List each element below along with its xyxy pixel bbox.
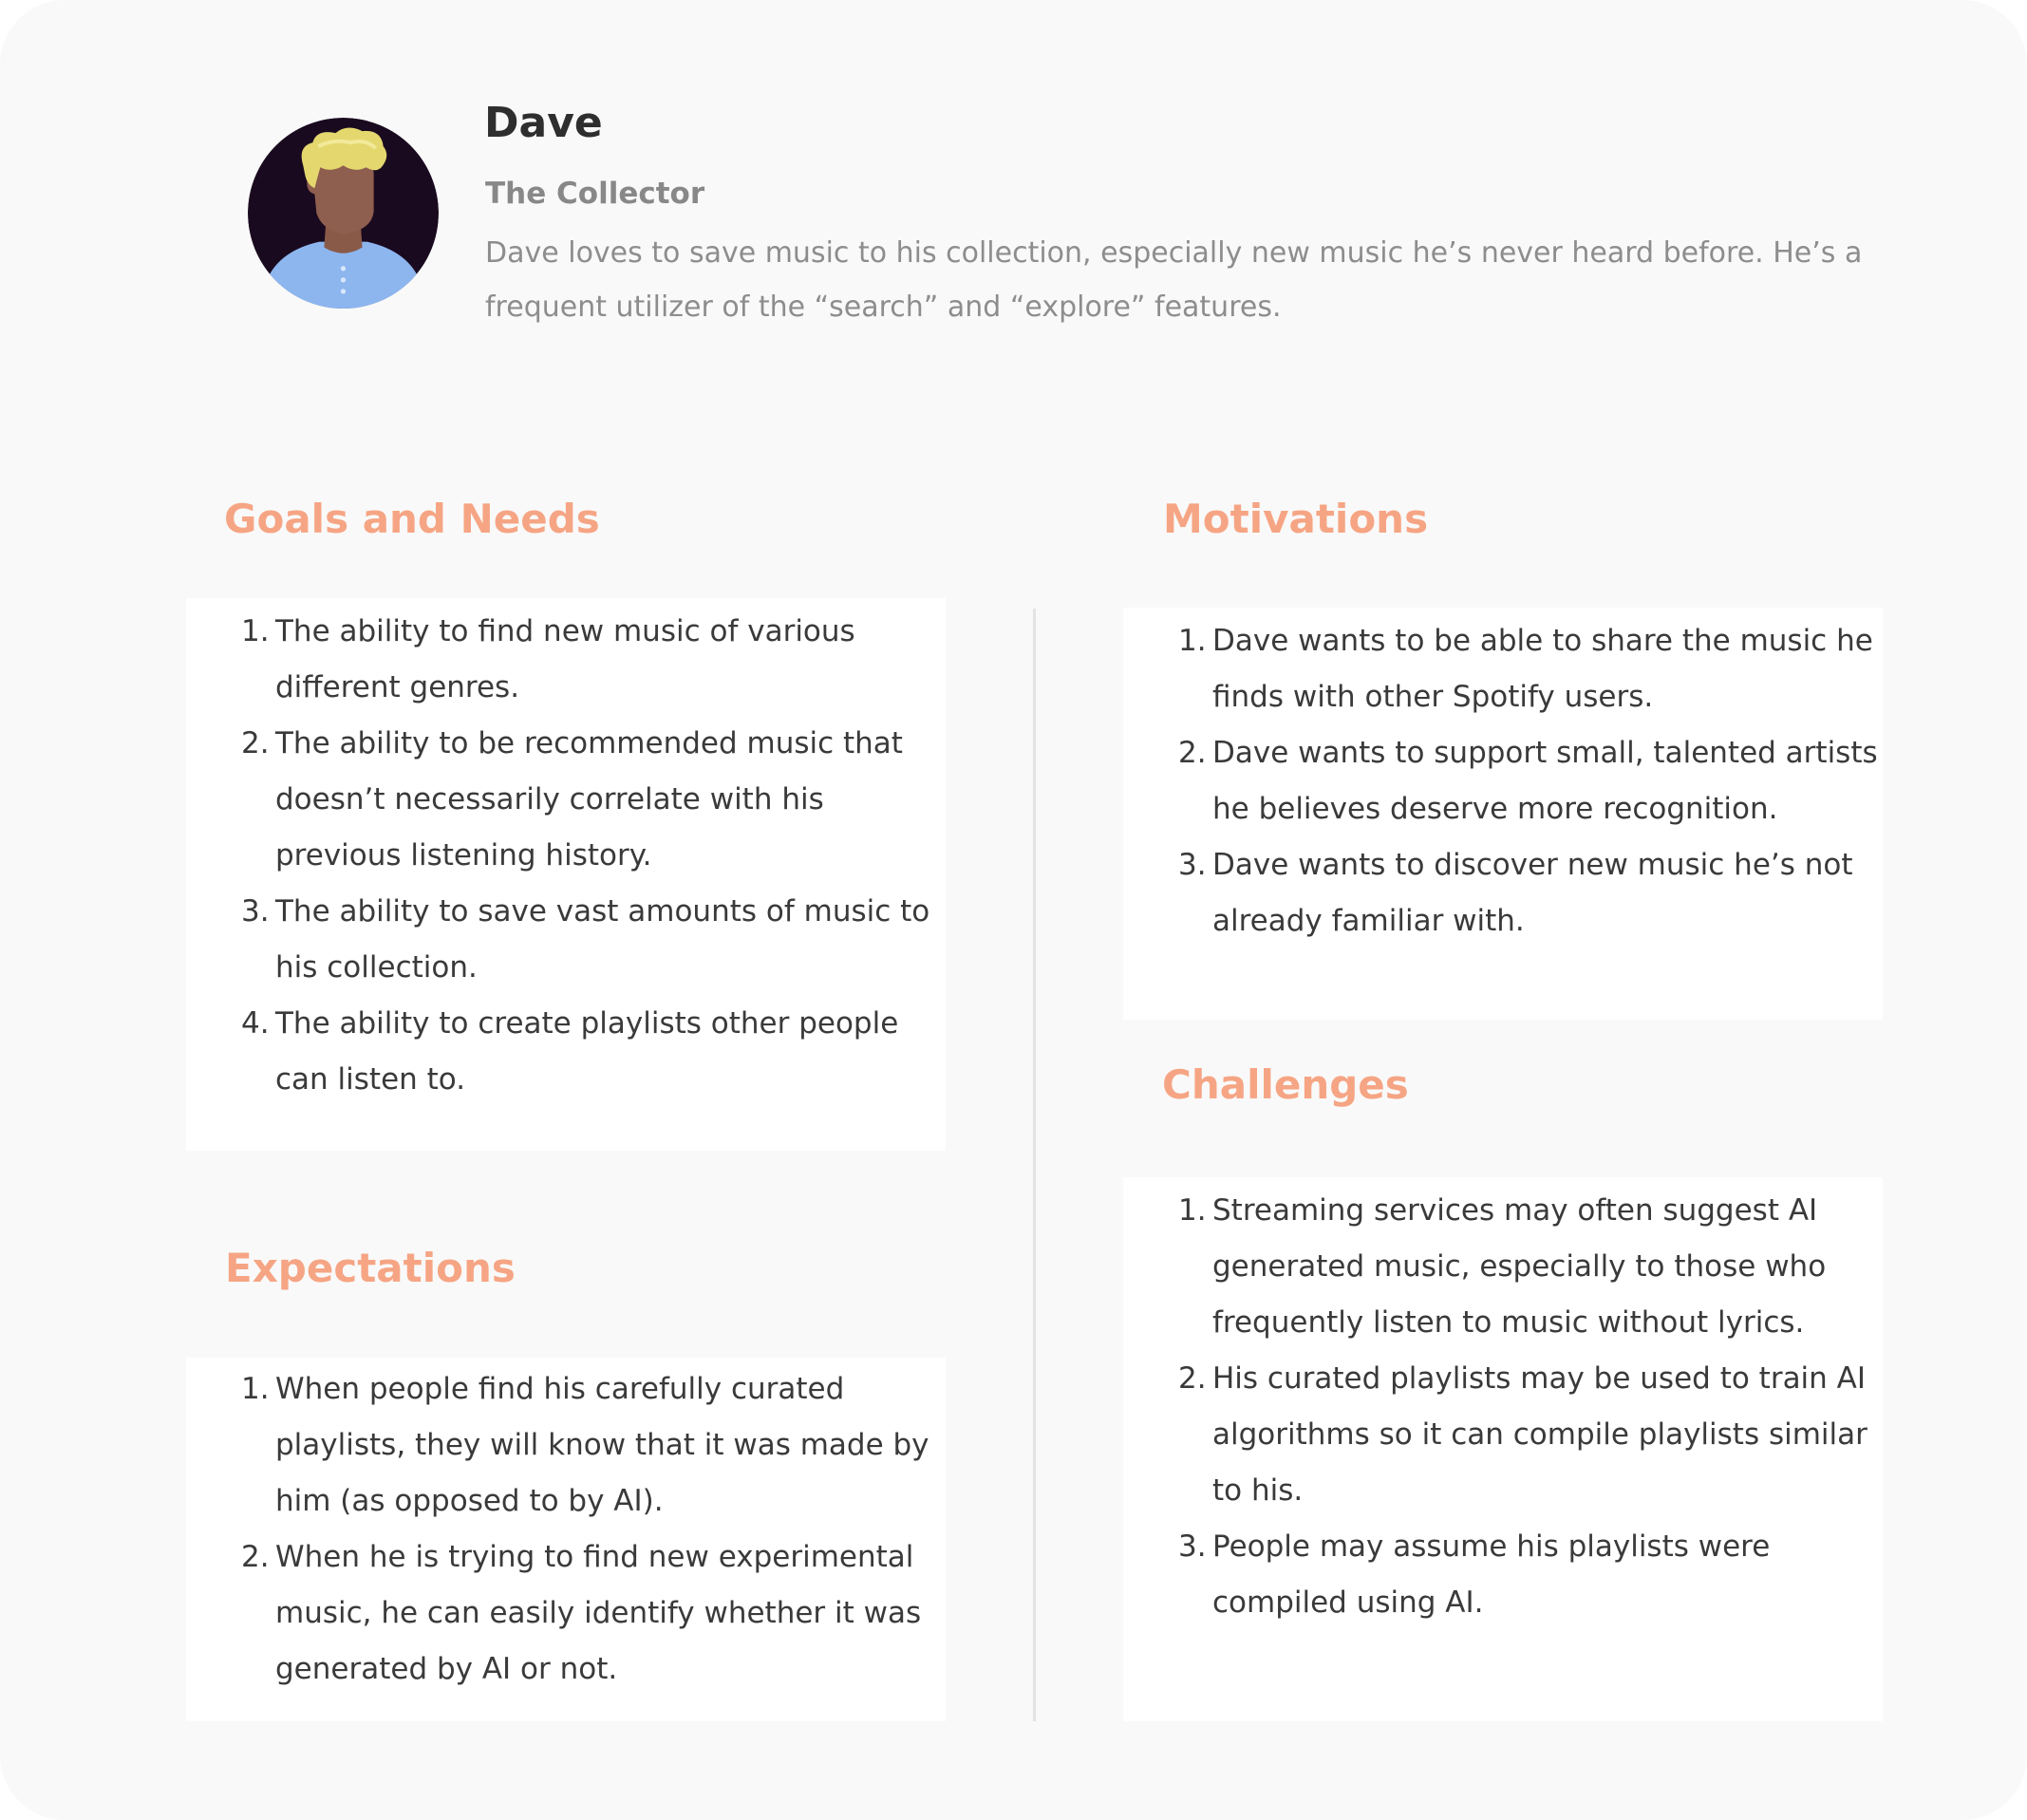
list-item <box>186 716 946 884</box>
list-text: Dave wants to support small, talented artists he believes deserve more recognition. <box>1212 736 1878 826</box>
expectations-box <box>186 1358 946 1721</box>
goals-title: Goals and Needs <box>224 496 600 542</box>
list-text: The ability to find new music of various different genres. <box>275 614 855 704</box>
list-item <box>186 996 946 1108</box>
challenges-list <box>1123 1183 1883 1631</box>
goals-box <box>186 598 946 1151</box>
expectations-title: Expectations <box>225 1245 516 1291</box>
list-item <box>186 1529 946 1698</box>
expectations-list <box>186 1361 946 1698</box>
persona-name: Dave <box>484 99 603 147</box>
motivations-list <box>1123 613 1883 949</box>
list-text: The ability to create playlists other people can listen to. <box>275 1006 899 1097</box>
list-number: 2. <box>1178 736 1207 770</box>
list-text: His curated playlists may be used to train AI algorithms so it can compile playlists similar to his. <box>1212 1361 1867 1508</box>
list-text: When he is trying to find new experimental music, he can easily identify whether it was generated by AI or not. <box>275 1540 922 1686</box>
list-number: 3. <box>241 894 270 929</box>
list-text: The ability to be recommended music that doesn’t necessarily correlate with his previous listening history. <box>275 726 903 872</box>
list-text: Dave wants to discover new music he’s not already familiar with. <box>1212 848 1853 938</box>
goals-list <box>186 604 946 1108</box>
list-number: 2. <box>241 726 270 760</box>
challenges-box <box>1123 1177 1883 1721</box>
avatar <box>248 118 439 309</box>
motivations-box <box>1123 608 1883 1020</box>
list-item <box>1123 837 1883 949</box>
list-number: 3. <box>1178 1529 1207 1564</box>
list-text: Streaming services may often suggest AI generated music, especially to those who frequently listen to music without lyrics. <box>1212 1193 1827 1340</box>
column-divider <box>1033 609 1036 1721</box>
list-text: Dave wants to be able to share the music he finds with other Spotify users. <box>1212 624 1873 714</box>
motivations-title: Motivations <box>1163 496 1429 542</box>
list-number: 2. <box>241 1540 270 1574</box>
list-item <box>1123 1519 1883 1631</box>
list-text: People may assume his playlists were compiled using AI. <box>1212 1529 1771 1620</box>
list-item <box>186 884 946 996</box>
list-item <box>186 604 946 716</box>
challenges-title: Challenges <box>1162 1061 1409 1108</box>
list-item <box>1123 1183 1883 1351</box>
list-number: 2. <box>1178 1361 1207 1396</box>
list-number: 1. <box>241 614 270 648</box>
list-text: The ability to save vast amounts of music to his collection. <box>275 894 930 985</box>
list-number: 1. <box>1178 624 1207 658</box>
list-number: 3. <box>1178 848 1207 882</box>
persona-role: The Collector <box>485 177 705 211</box>
list-text: When people find his carefully curated playlists, they will know that it was made by him (as opposed to by AI). <box>275 1372 929 1518</box>
list-number: 1. <box>241 1372 270 1406</box>
person-avatar-icon <box>248 118 439 309</box>
list-number: 1. <box>1178 1193 1207 1228</box>
list-item <box>186 1361 946 1529</box>
persona-bio: Dave loves to save music to his collection, especially new music he’s never heard before. He’s a frequent utilizer of the “search” and “explore” features. <box>485 236 1863 324</box>
list-number: 4. <box>241 1006 270 1041</box>
list-item <box>1123 1351 1883 1519</box>
list-item <box>1123 613 1883 725</box>
list-item <box>1123 725 1883 837</box>
